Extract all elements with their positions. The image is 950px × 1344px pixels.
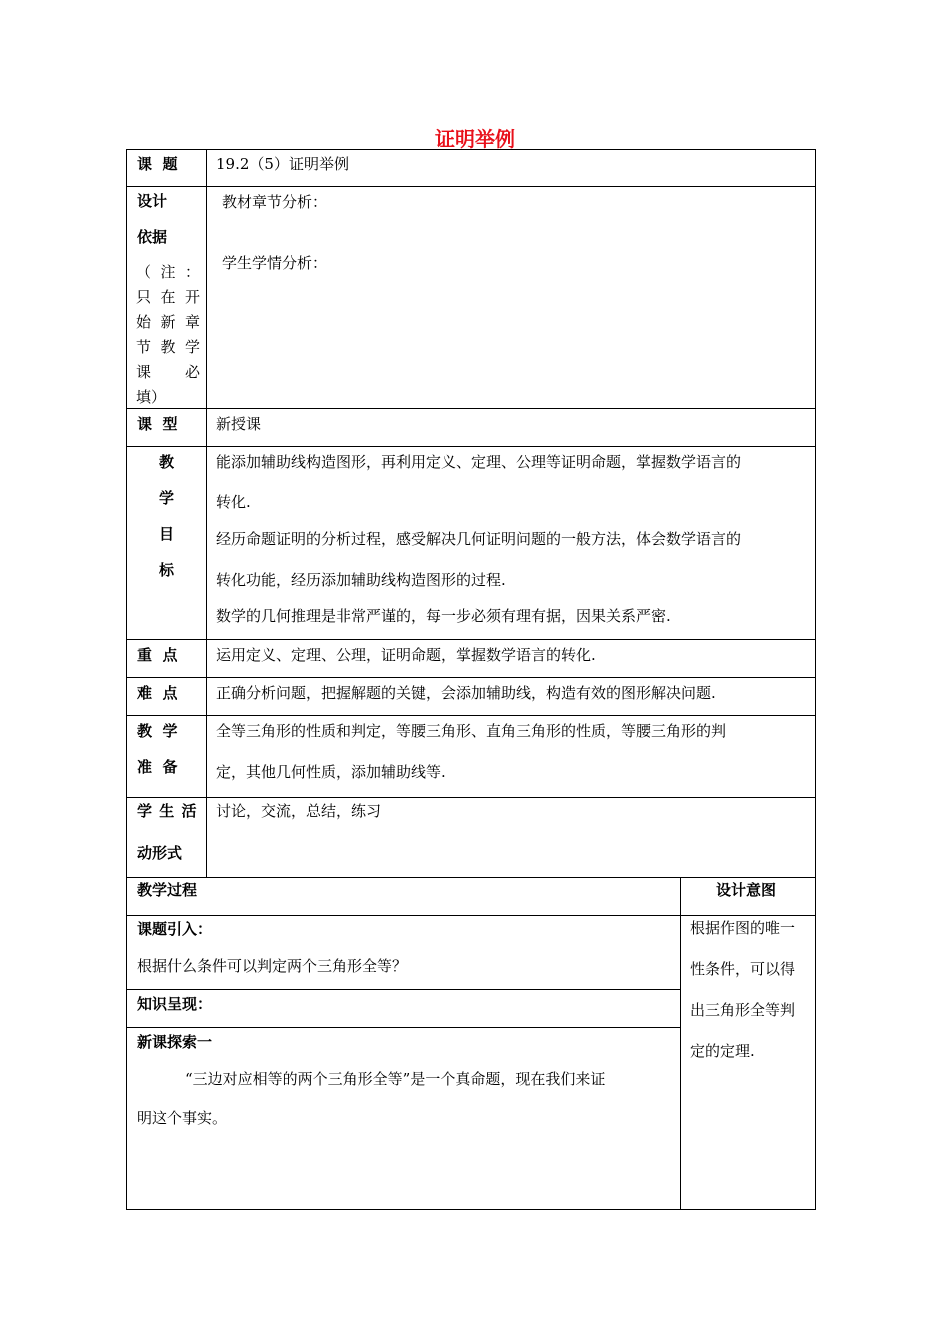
- row-divider: [126, 797, 816, 798]
- row-divider: [126, 186, 816, 187]
- objectives-label-char: 教: [159, 453, 175, 471]
- preparation-line: 定，其他几何性质，添加辅助线等.: [216, 763, 446, 781]
- objectives-line: 转化.: [216, 493, 251, 511]
- label-column-divider: [206, 149, 207, 877]
- difficulties-value: 正确分析问题，把握解题的关键，会添加辅助线，构造有效的图形解决问题.: [216, 684, 716, 702]
- basis-note-line: 填）: [136, 388, 167, 406]
- activities-value: 讨论，交流，总结，练习: [216, 802, 382, 820]
- explore-text-line: 明这个事实。: [137, 1109, 228, 1127]
- row-divider: [126, 639, 816, 640]
- row-divider: [126, 408, 816, 409]
- explore-title: 新课探索一: [137, 1033, 213, 1051]
- basis-note-line: 课 必: [136, 363, 200, 381]
- intent-column-divider: [680, 877, 681, 1210]
- topic-label: 课 题: [137, 155, 178, 173]
- objectives-line: 能添加辅助线构造图形，再利用定义、定理、公理等证明命题，掌握数学语言的: [216, 453, 742, 471]
- row-divider: [126, 1027, 680, 1028]
- explore-text-line: “三边对应相等的两个三角形全等”是一个真命题，现在我们来证: [185, 1070, 606, 1088]
- intro-text: 根据什么条件可以判定两个三角形全等？: [137, 957, 408, 975]
- key-points-value: 运用定义、定理、公理，证明命题，掌握数学语言的转化.: [216, 646, 596, 664]
- row-divider: [126, 677, 816, 678]
- knowledge-title: 知识呈现：: [137, 995, 213, 1013]
- document-title: 证明举例: [435, 127, 515, 151]
- row-divider: [126, 989, 680, 990]
- activities-label-line1: 学 生 活: [137, 802, 198, 820]
- textbook-analysis: 教材章节分析：: [222, 193, 328, 211]
- preparation-line: 全等三角形的性质和判定，等腰三角形、直角三角形的性质，等腰三角形的判: [216, 722, 727, 740]
- basis-label-line2: 依据: [137, 228, 168, 246]
- intent-line: 性条件，可以得: [690, 960, 796, 978]
- objectives-label-char: 标: [159, 561, 175, 579]
- preparation-label-line1: 教 学: [137, 722, 178, 740]
- basis-note-line: 只在开: [136, 288, 200, 306]
- student-analysis: 学生学情分析：: [222, 254, 328, 272]
- basis-note-line: 节教学: [136, 338, 200, 356]
- objectives-line: 转化功能，经历添加辅助线构造图形的过程.: [216, 571, 506, 589]
- activities-label-line2: 动形式: [137, 844, 183, 862]
- process-header: 教学过程: [137, 881, 198, 899]
- basis-note-line: （注：: [136, 263, 200, 281]
- intent-header: 设计意图: [716, 881, 777, 899]
- basis-note: [136, 260, 200, 410]
- basis-note-line: 始新章: [136, 313, 200, 331]
- key-points-label: 重 点: [137, 646, 178, 664]
- intent-line: 出三角形全等判: [690, 1001, 796, 1019]
- row-divider: [126, 446, 816, 447]
- topic-value: 19.2（5）证明举例: [216, 155, 349, 173]
- preparation-label-line2: 准 备: [137, 758, 178, 776]
- row-divider: [126, 877, 816, 878]
- objectives-label-char: 学: [159, 489, 175, 507]
- lesson-type-value: 新授课: [216, 415, 262, 433]
- difficulties-label: 难 点: [137, 684, 178, 702]
- row-divider: [126, 915, 816, 916]
- objectives-label-char: 目: [159, 525, 175, 543]
- objectives-line: 数学的几何推理是非常严谨的，每一步必须有理有据，因果关系严密.: [216, 607, 671, 625]
- basis-label-line1: 设计: [137, 192, 168, 210]
- lesson-type-label: 课 型: [137, 415, 178, 433]
- intent-line: 根据作图的唯一: [690, 919, 796, 937]
- row-divider: [126, 715, 816, 716]
- intent-line: 定的定理.: [690, 1042, 755, 1060]
- intro-title: 课题引入：: [137, 920, 213, 938]
- objectives-line: 经历命题证明的分析过程，感受解决几何证明问题的一般方法，体会数学语言的: [216, 530, 742, 548]
